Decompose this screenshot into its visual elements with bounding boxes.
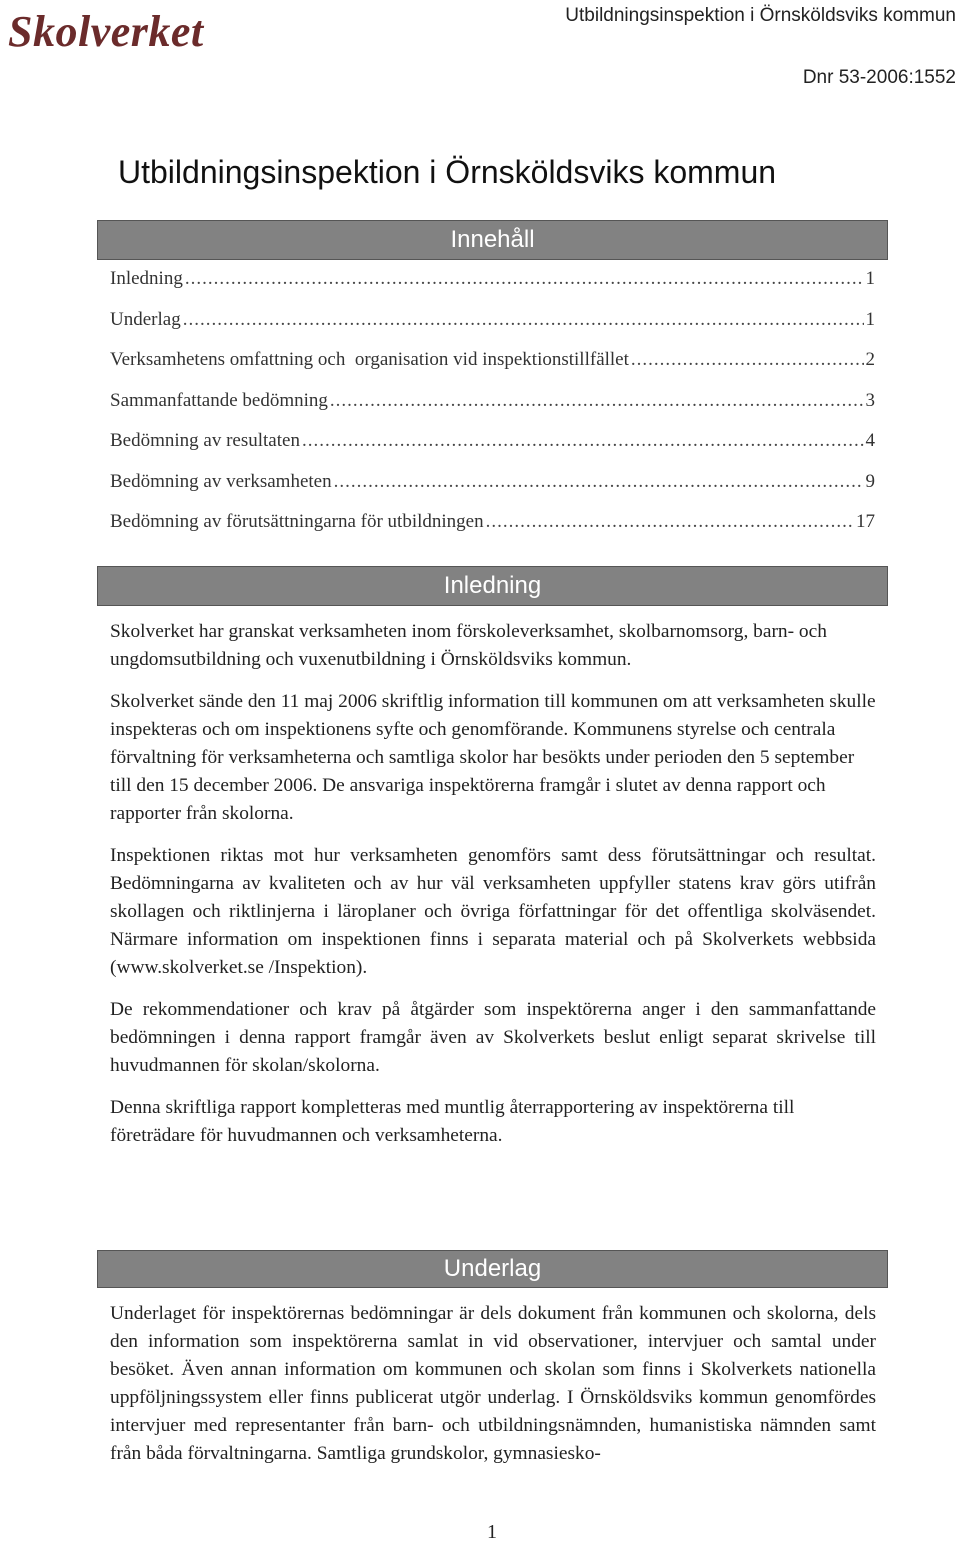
toc-leader [631,349,864,371]
document-title: Utbildningsinspektion i Örnsköldsviks kommun [118,154,777,190]
toc-entry[interactable] [110,511,875,552]
toc-entry[interactable] [110,309,875,350]
toc-leader [302,430,864,452]
underlag-heading-bar [97,1250,888,1288]
toc-heading-bar [97,220,888,260]
toc-entry[interactable] [110,390,875,431]
body-paragraph: Denna skriftliga rapport kompletteras med muntlig återrapportering av inspektörerna till företrädare för huvudmannen och verksamheterna. [110,1097,795,1146]
inledning-heading-bar [97,566,888,606]
toc-entry-page: 3 [865,389,875,411]
document-reference-number: Dnr 53-2006:1552 [802,67,956,88]
toc-entry-page: 1 [865,268,875,289]
toc-entry[interactable] [110,349,875,390]
toc-entry-page: 2 [865,349,875,370]
toc-leader [334,471,864,493]
toc-entry[interactable] [110,430,875,471]
toc-entry-title: Underlag [110,308,181,330]
toc-entry-title: Sammanfattande bedömning [110,389,328,411]
toc-entry-title: Bedömning av förutsättningarna för utbildningen [110,511,484,532]
inledning-heading: Inledning [443,572,542,599]
underlag-heading: Underlag [443,1255,542,1282]
toc-entry-page: 17 [856,511,875,532]
body-paragraph: De rekommendationer och krav på åtgärder som inspektörerna anger i den sammanfattande bedömningen i denna rapport framgår även av Skolverkets beslut enligt separat skrivelse till huvudmannen för skolan/skolorna. [110,999,876,1076]
body-paragraph: Underlaget för inspektörernas bedömningar är dels dokument från kommunen och skolorna, dels den information som inspektörerna samlat in vid observationer, intervjuer och samtal under besöket. Även annan information om kommunen och skolan som finns i Skolverkets nationella uppföljningssystem eller finns publicerat utgör underlag. I Örnsköldsviks kommun genomfördes intervjuer med representanter från barn- och utbildningsnämnden, humanistiska nämnden samt från båda förvaltningarna. Samtliga grundskolor, gymnasiesko- [110,1303,876,1464]
toc-leader [183,309,864,331]
table-of-contents [110,268,875,552]
toc-entry-title: Verksamhetens omfattning och organisation vid inspektionstillfället [110,349,629,370]
toc-entry-page: 9 [865,470,875,492]
underlag-section [110,1300,876,1482]
toc-heading: Innehåll [450,226,535,253]
page-number: 1 [487,1521,497,1543]
toc-entry-title: Bedömning av verksamheten [110,470,332,492]
toc-leader [486,511,854,533]
toc-entry-title: Inledning [110,268,183,289]
body-paragraph: Inspektionen riktas mot hur verksamheten genomförs samt dess förutsättningar och resultat. Bedömningarna av kvaliteten och av hur väl verksamheten uppfyller statens krav görs utifrån skollagen och riktlinjerna i läroplaner och övriga författningar för det offentliga skolväsendet. Närmare information om inspektionen finns i separata material och på Skolverkets webbsida (www.skolverket.se /Inspektion). [110,845,876,978]
skolverket-logo: Skolverket [8,7,204,56]
running-header-title: Utbildningsinspektion i Örnsköldsviks kommun [565,5,956,26]
toc-entry-page: 4 [865,430,875,451]
inledning-section [110,618,876,1164]
body-paragraph: Skolverket har granskat verksamheten inom förskoleverksamhet, skolbarnomsorg, barn- och ungdomsutbildning och vuxenutbildning i Örnsköldsviks kommun. [110,621,827,670]
toc-entry[interactable] [110,471,875,512]
toc-entry-title: Bedömning av resultaten [110,430,300,451]
toc-entry-page: 1 [865,308,875,330]
toc-entry[interactable] [110,268,875,309]
toc-leader [185,268,864,290]
toc-leader [330,390,864,412]
body-paragraph: Skolverket sände den 11 maj 2006 skriftlig information till kommunen om att verksamheten skulle inspekteras och om inspektionens syfte och genomförande. Kommunens styrelse och centrala förvaltning för verksamheterna och samtliga skolor har besökts under perioden den 5 september till den 15 december 2006. De ansvariga inspektörerna framgår i slutet av denna rapport och rapporter från skolorna. [110,691,876,824]
